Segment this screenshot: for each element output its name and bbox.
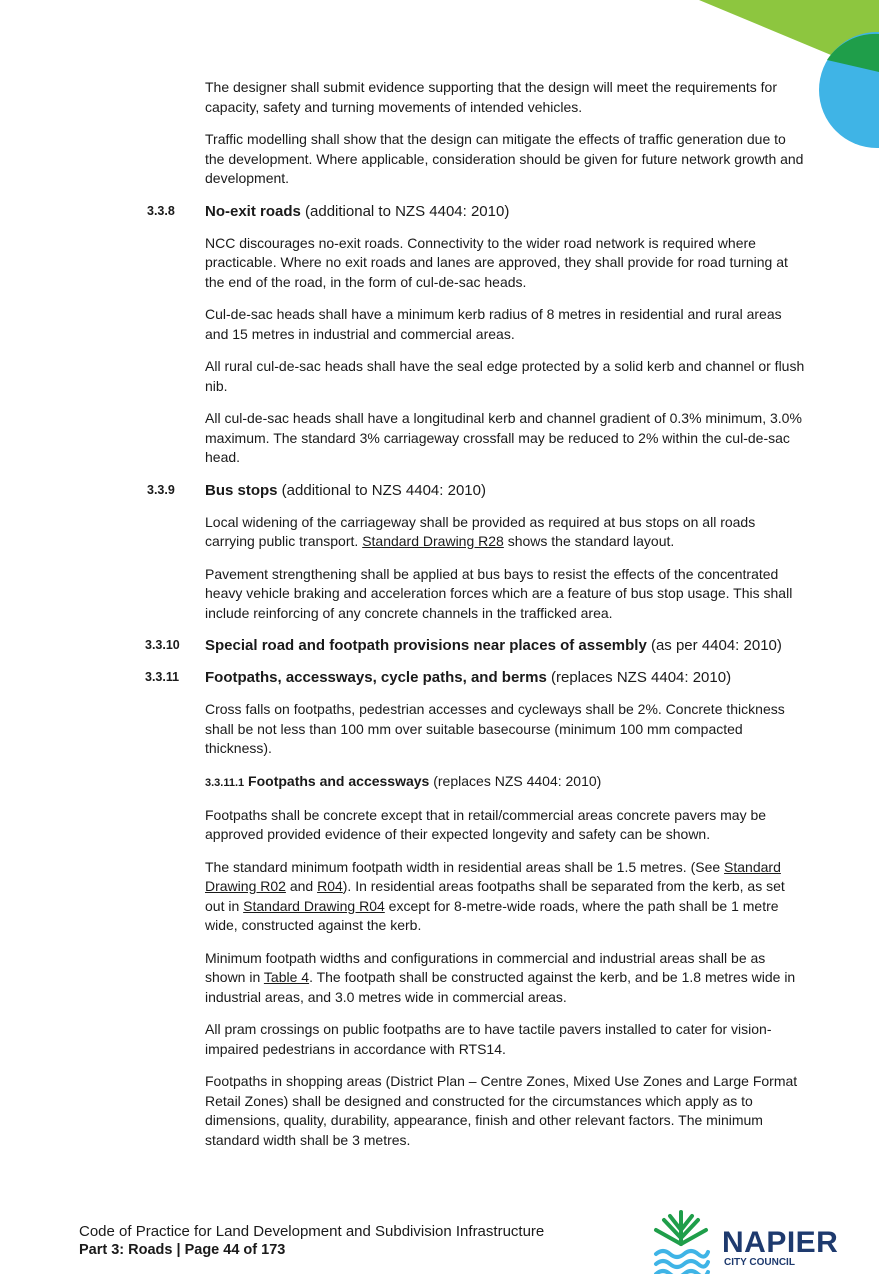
section-title: Special road and footpath provisions near places of assembly [205,637,647,654]
subsection-heading [205,772,805,793]
paragraph [205,130,805,189]
paragraph-text: Footpaths in shopping areas (District Plan – Centre Zones, Mixed Use Zones and Large Format Retail Zones) shall be designed and constructed for the circumstances which apply as to dimensions, quality, durability, appearance, finish and other relevant factors. The minimum standard width shall be 3 metres. [205,1073,798,1148]
section-heading [145,668,805,687]
paragraph-text: All cul-de-sac heads shall have a longitudinal kerb and channel gradient of 0.3% minimum, 3.0% maximum. The standard 3% carriageway crossfall may be reduced to 2% within the cul-de-sac head. [205,410,802,465]
section-qualifier: (replaces NZS 4404: 2010) [546,669,732,686]
document-link[interactable]: Table 4 [263,969,310,985]
logo-subtitle: CITY COUNCIL [724,1257,795,1268]
section-qualifier: (additional to NZS 4404: 2010) [277,481,486,499]
paragraph-text: All pram crossings on public footpaths are to have tactile pavers installed to cater for vision-impaired pedestrians in accordance with RTS14. [205,1021,772,1057]
paragraph [205,700,805,759]
paragraph [205,858,805,936]
footer-document-title: Code of Practice for Land Development and Subdivision Infrastructure [79,1223,545,1240]
section-number: 3.3.11 [145,670,180,684]
paragraph [205,949,805,1008]
paragraph-text: NCC discourages no-exit roads. Connectivity to the wider road network is required where practicable. Where no exit roads and lanes are approved, they shall provide for road turning at the end of the road, in the form of cul-de-sac heads. [205,234,788,290]
footer-page-info: Part 3: Roads | Page 44 of 173 [79,1242,286,1258]
subsection-title: Footpaths and accessways [248,772,430,789]
paragraph-text: Footpaths shall be concrete except that in retail/commercial areas concrete pavers may be approved provided evidence of their expected longevity and safety can be shown. [205,806,767,842]
paragraph [205,409,805,468]
subsection-number: 3.3.11.1 [205,776,245,789]
napier-logo [650,1208,850,1274]
paragraph-text: shows the standard layout. [503,533,675,549]
section-heading [147,481,805,500]
paragraph-text: All rural cul-de-sac heads shall have the seal edge protected by a solid kerb and channel or flush nib. [205,358,805,394]
paragraph-text: and [285,878,318,894]
page-footer [79,1223,544,1259]
subsection-qualifier: (replaces NZS 4404: 2010) [429,772,602,789]
paragraph [205,305,805,344]
section-title: Footpaths, accessways, cycle paths, and berms [205,669,547,686]
document-body [145,78,805,1163]
paragraph-text: except for 8-metre-wide roads, where the path shall be 1 metre wide, constructed against the kerb. [205,897,779,933]
paragraph [205,806,805,845]
paragraph-text: Traffic modelling shall show that the design can mitigate the effects of traffic generation due to the development. Where applicable, consideration should be given for future network growth and development. [205,131,804,186]
paragraph-text: Pavement strengthening shall be applied at bus bays to resist the effects of the concentrated heavy vehicle braking and acceleration forces which are a feature of bus stop usage. This shall include reinforcing of any concrete channels in the trafficked area. [205,565,793,621]
section-heading [147,202,805,221]
paragraph [205,1020,805,1059]
paragraph [205,78,805,117]
document-link[interactable]: Standard Drawing R28 [362,533,504,549]
paragraph [205,1072,805,1150]
document-link[interactable]: R04 [317,878,343,894]
document-link[interactable]: Standard Drawing R04 [243,897,385,914]
paragraph [205,357,805,396]
section-number: 3.3.10 [145,638,180,652]
section-title: No-exit roads [205,202,301,220]
section-number: 3.3.9 [147,482,175,497]
paragraph [205,234,805,293]
section-qualifier: (as per 4404: 2010) [646,637,782,654]
paragraph-text: ). In residential areas footpaths shall be separated from the kerb, as set out in [205,878,785,914]
paragraph-text: The designer shall submit evidence supporting that the design will meet the requirements for capacity, safety and turning movements of intended vehicles. [205,79,777,115]
section-title: Bus stops [205,481,278,499]
paragraph-text: Cross falls on footpaths, pedestrian accesses and cycleways shall be 2%. Concrete thickness shall be not less than 100 mm over suitable basecourse (minimum 100 mm compacted thickness). [205,701,785,756]
section-heading [145,636,805,655]
section-qualifier: (additional to NZS 4404: 2010) [300,202,510,220]
paragraph-text: Cul-de-sac heads shall have a minimum kerb radius of 8 metres in residential and rural areas and 15 metres in industrial and commercial areas. [205,306,782,342]
logo-name: NAPIER [722,1226,839,1259]
paragraph [205,513,805,552]
paragraph-text: The standard minimum footpath width in residential areas shall be 1.5 metres. (See [205,858,725,875]
paragraph-text: Minimum footpath widths and configurations in commercial and industrial areas shall be as shown in [205,949,766,985]
paragraph-text: . The footpath shall be constructed against the kerb, and be 1.8 metres wide in industrial areas, and 3.0 metres wide in commercial areas. [205,969,796,1005]
paragraph-text: Local widening of the carriageway shall be provided as required at bus stops on all roads carrying public transport. [205,513,756,549]
paragraph [205,565,805,624]
section-number: 3.3.8 [147,203,175,218]
napier-logo-icon [650,1208,712,1274]
document-link[interactable]: Standard Drawing R02 [205,858,781,894]
